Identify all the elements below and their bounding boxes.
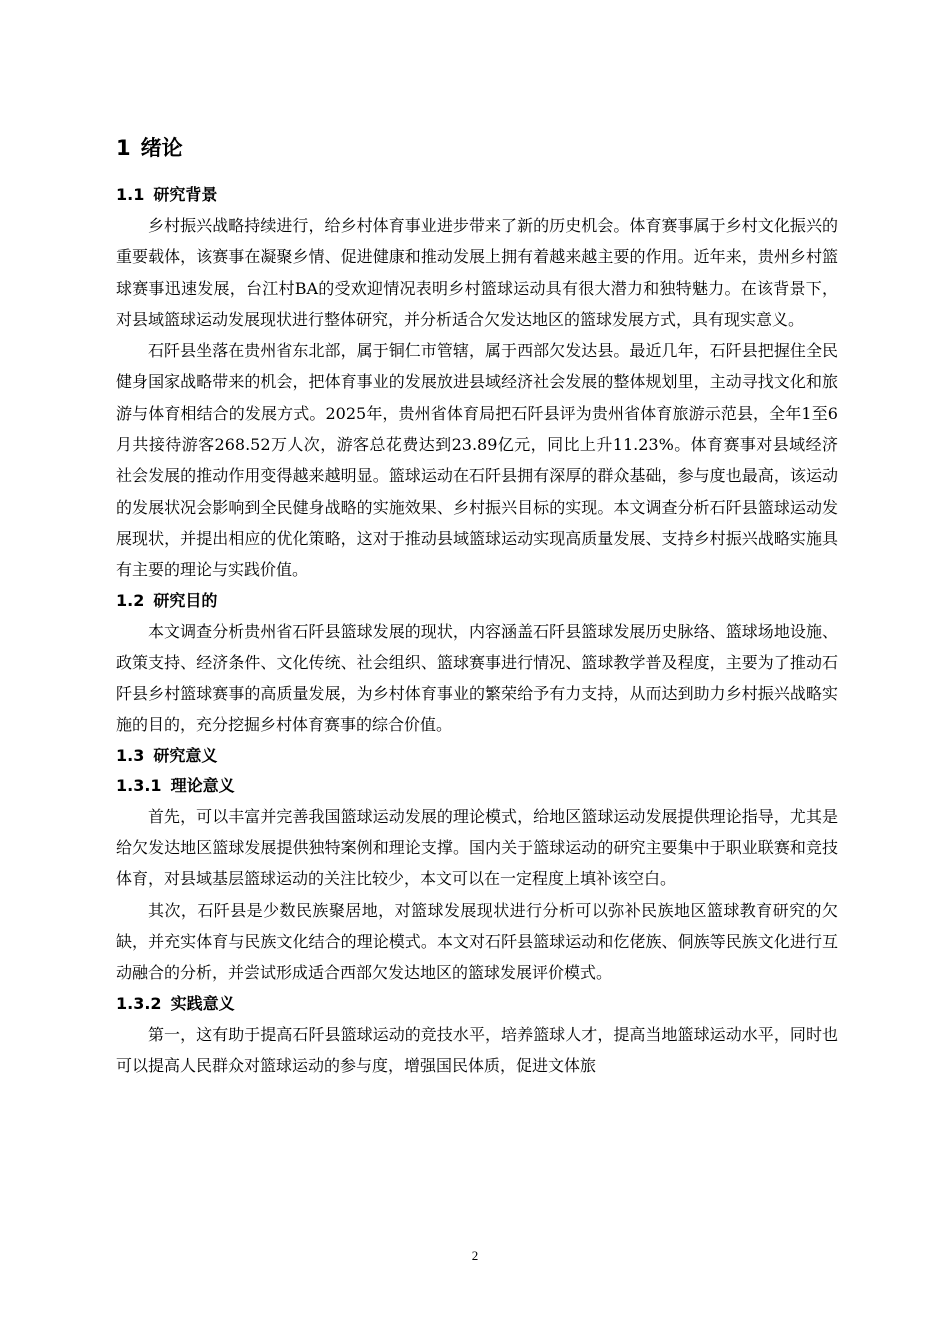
paragraph: 其次，石阡县是少数民族聚居地，对篮球发展现状进行分析可以弥补民族地区篮球教育研究的欠缺，并充实体育与民族文化结合的理论模式。本文对石阡县篮球运动和仡佬族、侗族等民族文化进行互动融合的分析，并尝试形成适合西部欠发达地区的篮球发展评价模式。 — [116, 900, 838, 983]
section-number: 1.3 — [116, 745, 145, 765]
section-heading-1-3 — [116, 741, 838, 771]
paragraph: 石阡县坐落在贵州省东北部，属于铜仁市管辖，属于西部欠发达县。最近几年，石阡县把握住全民健身国家战略带来的机会，把体育事业的发展放进县域经济社会发展的整体规划里，主动寻找文化和旅游与体育相结合的发展方式。2025年，贵州省体育局把石阡县评为贵州省体育旅游示范县，全年1至6月共接待游客268.52万人次，游客总花费达到23.89亿元，同比上升11.23%。体育赛事对县域经济社会发展的推动作用变得越来越明显。篮球运动在石阡县拥有深厚的群众基础，参与度也最高，该运动的发展状况会影响到全民健身战略的实施效果、乡村振兴目标的实现。本文调查分析石阡县篮球运动发展现状，并提出相应的优化策略，这对于推动县域篮球运动实现高质量发展、支持乡村振兴战略实施具有主要的理论与实践价值。 — [116, 341, 838, 580]
subsection-title: 理论意义 — [170, 775, 235, 795]
section-number: 1.1 — [116, 185, 145, 204]
subsection-number: 1.3.1 — [116, 775, 162, 795]
section-title: 研究背景 — [153, 185, 218, 204]
section-heading-1-2 — [116, 586, 838, 616]
paragraph: 本文调查分析贵州省石阡县篮球发展的现状，内容涵盖石阡县篮球发展历史脉络、篮球场地设施、政策支持、经济条件、文化传统、社会组织、篮球赛事进行情况、篮球教学普及程度，主要为了推动石阡县乡村篮球赛事的高质量发展，为乡村体育事业的繁荣给予有力支持，从而达到助力乡村振兴战略实施的目的，充分挖掘乡村体育赛事的综合价值。 — [116, 621, 838, 735]
page-number: 2 — [471, 1248, 479, 1263]
section-number: 1.2 — [116, 590, 145, 610]
chapter-heading — [116, 133, 838, 163]
paragraph: 首先，可以丰富并完善我国篮球运动发展的理论模式，给地区篮球运动发展提供理论指导，尤其是给欠发达地区篮球发展提供独特案例和理论支撑。国内关于篮球运动的研究主要集中于职业联赛和竞技体育，对县域基层篮球运动的关注比较少，本文可以在一定程度上填补该空白。 — [116, 806, 838, 889]
subsection-title: 实践意义 — [170, 993, 235, 1013]
page-content — [116, 133, 838, 1081]
paragraph: 乡村振兴战略持续进行，给乡村体育事业进步带来了新的历史机会。体育赛事属于乡村文化振兴的重要载体，该赛事在凝聚乡情、促进健康和推动发展上拥有着越来越主要的作用。近年来，贵州乡村篮球赛事迅速发展，台江村BA的受欢迎情况表明乡村篮球运动具有很大潜力和独特魅力。在该背景下，对县域篮球运动发展现状进行整体研究，并分析适合欠发达地区的篮球发展方式，具有现实意义。 — [116, 216, 838, 329]
subsection-heading-1-3-1 — [116, 771, 838, 801]
subsection-number: 1.3.2 — [116, 993, 162, 1013]
chapter-title: 绪论 — [140, 136, 183, 160]
paragraph: 第一，这有助于提高石阡县篮球运动的竞技水平，培养篮球人才，提高当地篮球运动水平，同时也可以提高人民群众对篮球运动的参与度，增强国民体质，促进文体旅 — [116, 1024, 838, 1075]
section-heading-1-1 — [116, 180, 838, 210]
chapter-number: 1 — [116, 136, 131, 160]
section-title: 研究目的 — [153, 590, 218, 610]
section-title: 研究意义 — [153, 745, 218, 765]
subsection-heading-1-3-2 — [116, 989, 838, 1019]
